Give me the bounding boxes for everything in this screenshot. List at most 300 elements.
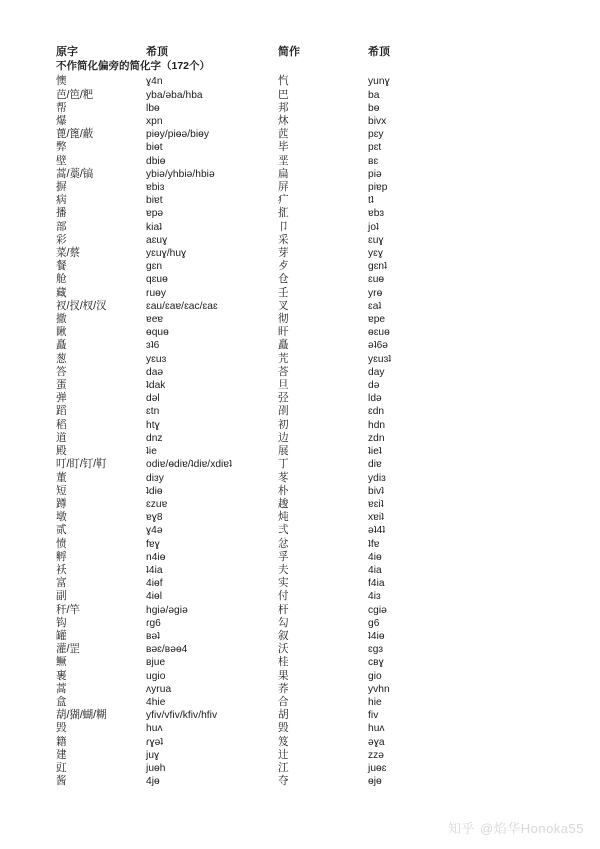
table-row	[0, 604, 600, 617]
cell-original-character: 壁	[56, 154, 67, 167]
cell-simplified-character: 丁	[278, 458, 289, 471]
cell-original-character: 菜/蔡	[56, 247, 80, 260]
header-phonetic-simplified: 希顶	[368, 46, 390, 58]
table-row	[0, 326, 600, 339]
table-row	[0, 538, 600, 551]
cell-simplified-character: 忿	[278, 537, 289, 550]
table-row	[0, 207, 600, 220]
table-row	[0, 775, 600, 788]
spacer-cell	[0, 670, 56, 683]
spacer-cell	[0, 683, 56, 696]
cell-simplified-character: 荅	[278, 365, 289, 378]
table-row	[0, 392, 600, 405]
table-row	[0, 643, 600, 656]
cell-original-character: 弊	[56, 141, 67, 154]
cell-original-character: 瞅	[56, 326, 67, 339]
cell-phonetic-simplified: joʇ	[368, 221, 379, 233]
spacer-cell	[0, 221, 56, 234]
table-row	[0, 260, 600, 273]
spacer-cell	[0, 353, 56, 366]
cell-simplified-character: 边	[278, 431, 289, 444]
cell-phonetic-original: daə	[146, 366, 164, 378]
cell-simplified-character: 㧟	[278, 207, 289, 220]
cell-simplified-character: 荞	[278, 682, 289, 695]
table-row	[0, 75, 600, 88]
table-row	[0, 405, 600, 418]
header-row	[0, 46, 600, 60]
cell-simplified-character: 江	[278, 761, 289, 774]
cell-phonetic-simplified: f4ia	[368, 578, 385, 590]
cell-phonetic-original: diɜy	[146, 472, 164, 484]
cell-simplified-character: 展	[278, 445, 289, 458]
cell-simplified-character: 沃	[278, 643, 289, 656]
cell-phonetic-original: kiaʇ	[146, 221, 163, 233]
spacer-cell	[0, 326, 56, 339]
cell-phonetic-simplified: yrɵ	[368, 287, 383, 299]
spacer-cell	[0, 656, 56, 669]
cell-original-character: 盒	[56, 695, 67, 708]
spacer-cell	[0, 564, 56, 577]
cell-simplified-character: 叉	[278, 299, 289, 312]
cell-simplified-character: 彻	[278, 313, 289, 326]
spacer-cell	[0, 366, 56, 379]
cell-original-character: 衩/扠/杈/汊	[56, 299, 107, 312]
cell-phonetic-original: ruɵy	[146, 287, 167, 299]
cell-phonetic-original: ɣ4ə	[146, 525, 163, 537]
table-row	[0, 472, 600, 485]
spacer-cell	[0, 577, 56, 590]
spacer-cell	[0, 696, 56, 709]
cell-phonetic-simplified: xɐiʇ	[368, 512, 385, 524]
spacer-cell	[0, 155, 56, 168]
cell-phonetic-simplified: zzə	[368, 749, 385, 761]
spacer-cell	[0, 46, 56, 60]
spacer-cell	[0, 392, 56, 405]
cell-original-character: 殿	[56, 445, 67, 458]
cell-simplified-character: 仓	[278, 273, 289, 286]
cell-phonetic-original: ɐbiɜ	[146, 182, 165, 194]
cell-simplified-character: 笈	[278, 735, 289, 748]
cell-phonetic-simplified: fiv	[368, 710, 379, 722]
table-row	[0, 89, 600, 102]
table-row	[0, 524, 600, 537]
cell-simplified-character: 杆	[278, 603, 289, 616]
spacer-cell	[0, 485, 56, 498]
spacer-cell	[0, 511, 56, 524]
cell-phonetic-simplified: cgiə	[368, 604, 387, 616]
cell-phonetic-simplified: juɵɛ	[368, 762, 387, 774]
cell-phonetic-simplified: ɵjɵ	[368, 776, 382, 788]
cell-simplified-character: 合	[278, 695, 289, 708]
cell-phonetic-simplified: bivx	[368, 116, 387, 128]
table-row	[0, 273, 600, 286]
cell-original-character: 愤	[56, 537, 67, 550]
cell-simplified-character: 巴	[278, 88, 289, 101]
cell-phonetic-simplified: ɐɛiʇ	[368, 498, 384, 510]
table-row	[0, 590, 600, 603]
cell-simplified-character: 垩	[278, 154, 289, 167]
cell-phonetic-original: n4iɵ	[146, 551, 166, 563]
table-row	[0, 722, 600, 735]
cell-phonetic-simplified: piɐp	[368, 182, 388, 194]
table-row	[0, 102, 600, 115]
cell-phonetic-simplified: ɐbɜ	[368, 208, 385, 220]
cell-phonetic-simplified: bivʇ	[368, 485, 385, 497]
cell-simplified-character: 辻	[278, 748, 289, 761]
spacer-cell	[0, 115, 56, 128]
table-row	[0, 617, 600, 630]
spacer-cell	[0, 551, 56, 564]
spacer-cell	[0, 604, 56, 617]
cell-original-character: 部	[56, 220, 67, 233]
cell-phonetic-simplified: g6	[368, 617, 380, 629]
cell-simplified-character: 芽	[278, 247, 289, 260]
cell-simplified-character: 苳	[278, 471, 289, 484]
cell-phonetic-simplified: gio	[368, 670, 382, 682]
cell-phonetic-original: dnz	[146, 432, 163, 444]
cell-phonetic-original: qɛuɵ	[146, 274, 168, 286]
cell-original-character: 弹	[56, 392, 67, 405]
cell-phonetic-original: ʙəʇ	[146, 630, 161, 642]
cell-original-character: 贰	[56, 524, 67, 537]
cell-original-character: 帮	[56, 101, 67, 114]
cell-phonetic-original: hgiə/əgiə	[146, 604, 188, 616]
spacer-cell	[0, 630, 56, 643]
cell-phonetic-original: ʇie	[146, 446, 157, 458]
spacer-cell	[0, 102, 56, 115]
table-row	[0, 221, 600, 234]
cell-phonetic-original: ɜʇ6	[146, 340, 160, 352]
cell-phonetic-original: xpn	[146, 116, 163, 128]
cell-phonetic-simplified: əɣa	[368, 736, 385, 748]
spacer-cell	[0, 168, 56, 181]
cell-phonetic-simplified: yvhn	[368, 683, 390, 695]
cell-simplified-character: 弪	[278, 392, 289, 405]
cell-phonetic-original: ʌyrua	[146, 683, 172, 695]
cell-original-character: 蓖/篦/蔽	[56, 128, 94, 141]
cell-phonetic-simplified: əʇ4ʇ	[368, 525, 386, 537]
zhihu-logo: 知乎	[448, 821, 476, 836]
cell-simplified-character: 炖	[278, 511, 289, 524]
cell-phonetic-original: ɛtn	[146, 406, 160, 418]
cell-original-character: 富	[56, 577, 67, 590]
cell-phonetic-original: ɛau/ɛaɐ/ɛac/ɛaɛ	[146, 300, 218, 312]
spacer-cell	[0, 445, 56, 458]
cell-original-character: 蒿/藁/镐	[56, 167, 94, 180]
cell-original-character: 撤	[56, 313, 67, 326]
spacer-cell	[0, 339, 56, 352]
cell-simplified-character: 䞭	[278, 497, 289, 510]
cell-phonetic-simplified: yunɣ	[368, 76, 390, 88]
cell-phonetic-simplified: ʇ4iɵ	[368, 630, 385, 642]
spacer-cell	[0, 141, 56, 154]
spacer-cell	[0, 181, 56, 194]
cell-phonetic-original: huʌ	[146, 723, 163, 735]
table-header	[0, 46, 600, 75]
table-row	[0, 630, 600, 643]
cell-phonetic-simplified: hdn	[368, 419, 386, 431]
cell-phonetic-simplified: ʇfɐ	[368, 538, 380, 550]
header-phonetic-original: 希顶	[146, 46, 168, 58]
cell-phonetic-original: ɾɣəʇ	[146, 736, 164, 748]
table-row	[0, 709, 600, 722]
cell-phonetic-simplified: ɛaʇ	[368, 300, 382, 312]
cell-phonetic-original: ɣ4n	[146, 76, 163, 88]
table-row	[0, 458, 600, 471]
table-row	[0, 313, 600, 326]
spacer-cell	[0, 643, 56, 656]
spacer-cell	[0, 736, 56, 749]
character-conversion-table	[0, 46, 600, 788]
cell-phonetic-simplified: piə	[368, 168, 382, 180]
cell-phonetic-original: yfiv/vfiv/kfiv/hfiv	[146, 710, 218, 722]
header-simplified: 简作	[278, 46, 300, 58]
cell-phonetic-original: odiɐ/ɵdiɐ/ʇdiɐ/xdiɐʇ	[146, 459, 232, 471]
cell-original-character: 豇	[56, 761, 67, 774]
watermark-handle: @焰华Honoka55	[480, 821, 584, 836]
spacer-cell	[0, 432, 56, 445]
cell-original-character: 爆	[56, 115, 67, 128]
cell-phonetic-simplified: ɛdn	[368, 406, 385, 418]
cell-simplified-character: 夺	[278, 775, 289, 788]
cell-simplified-character: 夫	[278, 563, 289, 576]
cell-simplified-character: 疒	[278, 194, 289, 207]
table-row	[0, 339, 600, 352]
table-row	[0, 115, 600, 128]
cell-simplified-character: 邦	[278, 101, 289, 114]
cell-simplified-character: 歺	[278, 260, 289, 273]
cell-simplified-character: 毕	[278, 141, 289, 154]
table-row	[0, 287, 600, 300]
cell-simplified-character: 孚	[278, 550, 289, 563]
spacer-cell	[0, 287, 56, 300]
cell-original-character: 舱	[56, 273, 67, 286]
section-title-row	[0, 60, 600, 75]
table-row	[0, 511, 600, 524]
cell-phonetic-simplified: bɵ	[368, 102, 380, 114]
cell-original-character: 秆/竿	[56, 603, 80, 616]
cell-simplified-character: 朴	[278, 484, 289, 497]
table-row	[0, 353, 600, 366]
cell-phonetic-simplified: əʇ6ə	[368, 340, 389, 352]
cell-phonetic-original: dəl	[146, 393, 160, 405]
table-row	[0, 670, 600, 683]
cell-phonetic-simplified: ʇieʇ	[368, 446, 382, 458]
cell-original-character: 叮/盯/钉/靪	[56, 458, 107, 471]
spacer-cell	[0, 419, 56, 432]
cell-phonetic-original: biɵt	[146, 142, 163, 154]
cell-phonetic-original: ybiə/yhbiə/hbiə	[146, 168, 215, 180]
table-row	[0, 656, 600, 669]
table-body	[0, 75, 600, 788]
table-row	[0, 141, 600, 154]
spacer-cell	[0, 498, 56, 511]
cell-simplified-character: 旦	[278, 379, 289, 392]
cell-simplified-character: 壬	[278, 286, 289, 299]
table-row	[0, 577, 600, 590]
spacer-cell	[0, 762, 56, 775]
spacer-cell	[0, 75, 56, 88]
table-row	[0, 498, 600, 511]
cell-original-character: 彩	[56, 233, 67, 246]
table-row	[0, 234, 600, 247]
cell-original-character: 摒	[56, 181, 67, 194]
table-row	[0, 485, 600, 498]
cell-original-character: 芭/笆/粑	[56, 88, 94, 101]
spacer-cell	[0, 273, 56, 286]
cell-original-character: 答	[56, 365, 67, 378]
cell-phonetic-simplified: 4iɵ	[368, 551, 382, 563]
spacer-cell	[0, 247, 56, 260]
cell-original-character: 播	[56, 207, 67, 220]
cell-original-character: 建	[56, 748, 67, 761]
cell-simplified-character: 桂	[278, 656, 289, 669]
cell-phonetic-original: fɐɣ	[146, 538, 160, 550]
spacer-cell	[0, 775, 56, 788]
cell-simplified-character: 苀	[278, 352, 289, 365]
cell-simplified-character: 苉	[278, 128, 289, 141]
header-original: 原字	[56, 46, 78, 58]
table-row	[0, 419, 600, 432]
cell-simplified-character: 毁	[278, 722, 289, 735]
table-row	[0, 300, 600, 313]
cell-phonetic-simplified: diɐ	[368, 459, 382, 471]
table-row	[0, 762, 600, 775]
cell-phonetic-original: piɵy/piɵə/biɵy	[146, 129, 209, 141]
cell-phonetic-simplified: huʌ	[368, 723, 385, 735]
cell-simplified-character: 初	[278, 418, 289, 431]
cell-simplified-character: 叙	[278, 629, 289, 642]
cell-original-character: 病	[56, 194, 67, 207]
cell-phonetic-original: ʙjue	[146, 657, 166, 669]
cell-phonetic-original: htɣ	[146, 419, 160, 431]
table-row	[0, 551, 600, 564]
cell-phonetic-simplified: pɛy	[368, 129, 384, 141]
cell-phonetic-simplified: yɛɣ	[368, 248, 384, 260]
spacer-cell	[0, 89, 56, 102]
table-row	[0, 194, 600, 207]
table-row	[0, 445, 600, 458]
cell-phonetic-original: 4iɵl	[146, 591, 163, 603]
spacer-cell	[0, 590, 56, 603]
spacer-cell	[0, 538, 56, 551]
cell-phonetic-simplified: ɛuɵ	[368, 274, 385, 286]
cell-phonetic-simplified: zdn	[368, 432, 385, 444]
table-row	[0, 128, 600, 141]
cell-simplified-character: 胡	[278, 709, 289, 722]
cell-phonetic-simplified: ɛuɣ	[368, 234, 384, 246]
cell-phonetic-original: ugio	[146, 670, 166, 682]
cell-phonetic-simplified: gɛnʇ	[368, 261, 388, 273]
cell-original-character: 裹	[56, 669, 67, 682]
spacer-cell	[0, 458, 56, 471]
cell-phonetic-simplified: ɛgɜ	[368, 644, 384, 656]
spacer-cell	[0, 472, 56, 485]
table-row	[0, 432, 600, 445]
cell-phonetic-original: yɛuɜ	[146, 353, 167, 365]
watermark	[448, 818, 584, 837]
table-row	[0, 181, 600, 194]
cell-original-character: 鳜	[56, 656, 67, 669]
cell-phonetic-simplified: ba	[368, 89, 380, 101]
cell-original-character: 墩	[56, 511, 67, 524]
cell-phonetic-original: ɾg6	[146, 617, 161, 629]
cell-phonetic-simplified: ɵɛuɵ	[368, 327, 390, 339]
cell-original-character: 蛋	[56, 379, 67, 392]
table-row	[0, 366, 600, 379]
cell-phonetic-original: ɐpə	[146, 208, 164, 220]
table-row	[0, 696, 600, 709]
cell-simplified-character: 炑	[278, 115, 289, 128]
spacer-cell	[0, 60, 56, 75]
cell-phonetic-original: aɛuɣ	[146, 234, 168, 246]
spacer-cell	[0, 722, 56, 735]
cell-phonetic-original: yɛuɣ/huɣ	[146, 248, 187, 260]
table-row	[0, 564, 600, 577]
cell-phonetic-original: ʇdak	[146, 380, 166, 392]
cell-original-character: 短	[56, 484, 67, 497]
cell-phonetic-original: juɣ	[146, 749, 160, 761]
table-row	[0, 749, 600, 762]
cell-simplified-character: 采	[278, 233, 289, 246]
cell-phonetic-original: 4hie	[146, 696, 166, 708]
cell-phonetic-simplified: hie	[368, 696, 382, 708]
cell-simplified-character: 屏	[278, 181, 289, 194]
cell-original-character: 葫/猢/蝴/糊	[56, 709, 107, 722]
cell-phonetic-simplified: ldə	[368, 393, 382, 405]
table-row	[0, 379, 600, 392]
cell-phonetic-simplified: ydiɜ	[368, 472, 386, 484]
spacer-cell	[0, 260, 56, 273]
table-row	[0, 736, 600, 749]
cell-phonetic-simplified: yɛuɜʇ	[368, 353, 392, 365]
cell-phonetic-simplified: 4ia	[368, 564, 382, 576]
cell-phonetic-original: juɵh	[146, 762, 166, 774]
cell-simplified-character: 矗	[278, 339, 289, 352]
cell-phonetic-simplified: də	[368, 380, 380, 392]
spacer-cell	[0, 524, 56, 537]
cell-phonetic-original: lbɵ	[146, 102, 160, 114]
cell-phonetic-original: ʇdiɵ	[146, 485, 163, 497]
cell-phonetic-original: ʇ4ia	[146, 564, 163, 576]
cell-phonetic-simplified: ɐpe	[368, 314, 386, 326]
cell-phonetic-simplified: tʇ	[368, 195, 374, 207]
cell-original-character: 副	[56, 590, 67, 603]
cell-original-character: 董	[56, 471, 67, 484]
cell-phonetic-original: ɐeɐ	[146, 314, 164, 326]
cell-original-character: 孵	[56, 550, 67, 563]
cell-simplified-character: 付	[278, 590, 289, 603]
cell-phonetic-simplified: cʙɣ	[368, 657, 384, 669]
table-row	[0, 168, 600, 181]
cell-simplified-character: 实	[278, 577, 289, 590]
cell-phonetic-original: 4iɵf	[146, 578, 163, 590]
section-title: 不作简化偏旁的简化字（172个）	[56, 60, 211, 73]
cell-phonetic-original: dbiɵ	[146, 155, 166, 167]
spacer-cell	[0, 128, 56, 141]
cell-original-character: 蹈	[56, 405, 67, 418]
spacer-cell	[0, 207, 56, 220]
cell-phonetic-original: ʙəɛ/ʙəɵ4	[146, 644, 188, 656]
spacer-cell	[0, 234, 56, 247]
spacer-cell	[0, 300, 56, 313]
table-row	[0, 247, 600, 260]
spacer-cell	[0, 749, 56, 762]
cell-phonetic-original: ɵquɵ	[146, 327, 169, 339]
cell-original-character: 矗	[56, 339, 67, 352]
spacer-cell	[0, 709, 56, 722]
cell-original-character: 懊	[56, 75, 67, 88]
